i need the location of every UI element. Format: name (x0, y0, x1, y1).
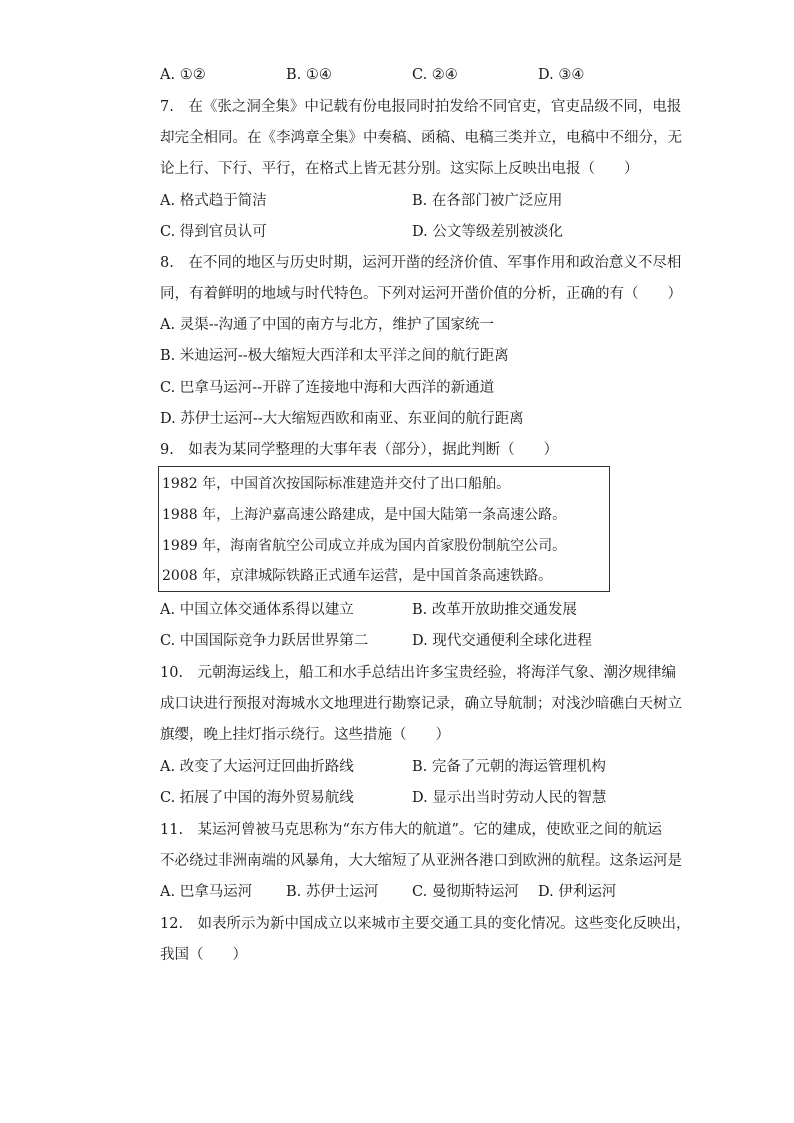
q8-option-c[interactable]: C. 巴拿马运河--开辟了连接地中海和大西洋的新通道 (160, 380, 495, 396)
q7-stem-line-2: 却完全相同。在《李鸿章全集》中奏稿、函稿、电稿三类并立，电稿中不细分，无 (160, 130, 682, 146)
q6-option-d[interactable]: D. ③④ (538, 67, 585, 83)
q12-stem-line-1: 12. 如表所示为新中国成立以来城市主要交通工具的变化情况。这些变化反映出， (160, 916, 691, 932)
q8-option-a[interactable]: A. 灵渠--沟通了中国的南方与北方，维护了国家统一 (160, 317, 494, 333)
q11-option-c[interactable]: C. 曼彻斯特运河 (412, 884, 519, 900)
q10-option-c[interactable]: C. 拓展了中国的海外贸易航线 (160, 790, 354, 806)
q9-option-a[interactable]: A. 中国立体交通体系得以建立 (160, 602, 354, 618)
q9-option-b[interactable]: B. 改革开放助推交通发展 (412, 602, 577, 618)
q8-stem-line-2: 同，有着鲜明的地域与时代特色。下列对运河开凿价值的分析，正确的有（ ） (160, 286, 682, 302)
q8-option-d[interactable]: D. 苏伊士运河--大大缩短西欧和南亚、东亚间的航行距离 (160, 411, 524, 427)
q11-stem-line-2: 不必绕过非洲南端的风暴角，大大缩短了从亚洲各港口到欧洲的航程。这条运河是 (160, 853, 682, 869)
q10-stem-line-2: 成口诀进行预报对海城水文地理进行勘察记录，确立导航制；对浅沙暗礁白天树立 (160, 696, 682, 712)
q10-stem-line-1: 10. 元朝海运线上，船工和水手总结出许多宝贵经验，将海洋气象、潮汐规律编 (160, 665, 677, 681)
q7-stem-line-1: 7. 在《张之洞全集》中记载有份电报同时拍发给不同官吏，官吏品级不同，电报 (160, 99, 682, 115)
q6-option-b[interactable]: B. ①④ (286, 67, 332, 83)
q6-option-a[interactable]: A. ①② (160, 67, 206, 83)
q11-option-a[interactable]: A. 巴拿马运河 (160, 884, 253, 900)
q12-stem-line-2: 我国（ ） (160, 947, 247, 963)
q6-option-c[interactable]: C. ②④ (412, 67, 458, 83)
q11-option-d[interactable]: D. 伊利运河 (538, 884, 617, 900)
q7-option-a[interactable]: A. 格式趋于简洁 (160, 193, 267, 209)
q7-option-d[interactable]: D. 公文等级差别被淡化 (412, 224, 563, 240)
q9-option-d[interactable]: D. 现代交通便利全球化进程 (412, 633, 592, 649)
q9-event-table (158, 466, 610, 592)
q8-option-b[interactable]: B. 米迪运河--极大缩短大西洋和太平洋之间的航行距离 (160, 348, 509, 364)
table-row: 1988 年，上海沪嘉高速公路建成，是中国大陆第一条高速公路。 (162, 507, 567, 523)
q10-option-d[interactable]: D. 显示出当时劳动人民的智慧 (412, 790, 607, 806)
q9-stem: 9. 如表为某同学整理的大事年表（部分），据此判断（ ） (160, 442, 559, 458)
q8-stem-line-1: 8. 在不同的地区与历史时期，运河开凿的经济价值、军事作用和政治意义不尽相 (160, 255, 682, 271)
q7-stem-line-3: 论上行、下行、平行，在格式上皆无甚分别。这实际上反映出电报（ ） (160, 161, 639, 177)
table-row: 1982 年，中国首次按国际标准建造并交付了出口船舶。 (162, 476, 511, 492)
table-row: 1989 年，海南省航空公司成立并成为国内首家股份制航空公司。 (162, 538, 567, 554)
q7-option-c[interactable]: C. 得到官员认可 (160, 224, 267, 240)
q10-option-b[interactable]: B. 完备了元朝的海运管理机构 (412, 759, 606, 775)
q9-option-c[interactable]: C. 中国国际竞争力跃居世界第二 (160, 633, 369, 649)
q7-option-b[interactable]: B. 在各部门被广泛应用 (412, 193, 563, 209)
q10-stem-line-3: 旗缨，晚上挂灯指示绕行。这些措施（ ） (160, 727, 450, 743)
q10-option-a[interactable]: A. 改变了大运河迂回曲折路线 (160, 759, 354, 775)
q11-stem-line-1: 11. 某运河曾被马克思称为“东方伟大的航道”。它的建成，使欧亚之间的航运 (160, 822, 662, 838)
q11-option-b[interactable]: B. 苏伊士运河 (286, 884, 379, 900)
table-row: 2008 年，京津城际铁路正式通车运营，是中国首条高速铁路。 (162, 568, 553, 584)
